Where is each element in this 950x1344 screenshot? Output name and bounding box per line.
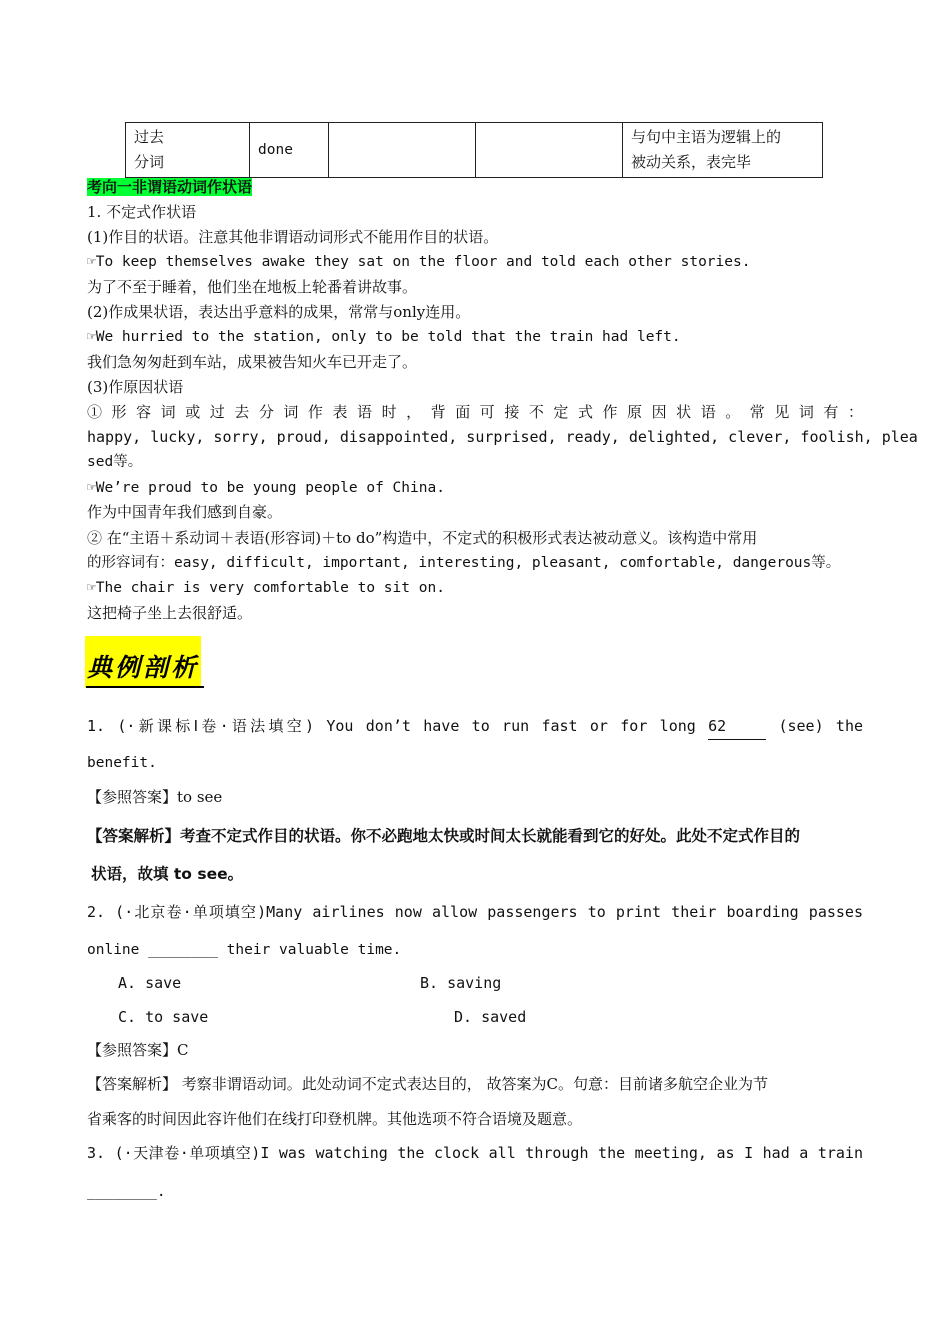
- table-cell-empty: [329, 123, 476, 178]
- question-3: 3. (·天津卷·单项填空)I was watching the clock all through the meeting, as I had a train: [87, 1144, 863, 1162]
- example-sentence: ☞To keep themselves awake they sat on the floor and told each other stories.: [87, 254, 751, 270]
- point-passive-meaning: ② 在“主语＋系动词＋表语(形容词)＋to do”构造中，不定式的积极形式表达被动意义。该构造中常用: [87, 529, 758, 547]
- question-2-line2: online ________ their valuable time.: [87, 942, 402, 958]
- section-heading-text: 考向一非谓语动词作状语: [87, 178, 253, 196]
- table-cell-symbol: done: [250, 123, 329, 178]
- banner-underline: [86, 686, 204, 688]
- option-b: B. saving: [420, 974, 502, 992]
- question-1-text-end: (see) the: [778, 717, 864, 735]
- question-1-line2: benefit.: [87, 755, 157, 771]
- point-reason-detail: ① 形 容 词 或 过 去 分 词 作 表 语 时 ， 背 面 可 接 不 定 式 作 原 因 状 语 。 常 见 词 有 ：: [87, 403, 863, 421]
- table-row: [126, 123, 823, 178]
- question-2-answer: 【参照答案】C: [87, 1041, 189, 1059]
- example-translation: 我们急匆匆赶到车站，成果被告知火车已开走了。: [87, 353, 418, 371]
- question-3-line2: ________.: [87, 1184, 166, 1200]
- example-sentence: ☞We hurried to the station, only to be told that the train had left.: [87, 329, 681, 345]
- table-cell-function: [623, 123, 823, 178]
- example-translation: 作为中国青年我们感到自豪。: [87, 503, 283, 521]
- table-cell-empty: [476, 123, 623, 178]
- option-a: A. save: [118, 974, 182, 992]
- question-1-answer: [87, 785, 222, 810]
- option-c: C. to save: [118, 1008, 209, 1026]
- example-translation: 为了不至于睡着，他们坐在地板上轮番着讲故事。: [87, 278, 418, 296]
- question-2-analysis-end: 省乘客的时间因此容许他们在线打印登机牌。其他选项不符合语境及题意。: [87, 1110, 583, 1128]
- option-d: D. saved: [454, 1008, 527, 1026]
- example-sentence: ☞We’re proud to be young people of China.: [87, 480, 445, 496]
- cell-text-line: 过去: [134, 128, 165, 146]
- question-2: 2. (·北京卷·单项填空)Many airlines now allow passengers to print their boarding passes: [87, 903, 863, 921]
- question-1-text: 1. (·新课标Ⅰ卷·语法填空) You don’t have to run fast or for long: [87, 717, 696, 735]
- point-reason: (3)作原因状语: [87, 378, 184, 396]
- question-1: [87, 714, 863, 740]
- grammar-table: [125, 122, 823, 178]
- cell-text-line: 分词: [134, 153, 165, 171]
- cell-text-line: 与句中主语为逻辑上的: [631, 128, 782, 146]
- question-1-analysis: 【答案解析】考查不定式作目的状语。你不必跑地太快或时间太长就能看到它的好处。此处不定式作目的: [87, 827, 801, 845]
- question-2-analysis: 【答案解析】 考察非谓语动词。此处动词不定式表达目的， 故答案为C。句意：目前诸多航空企业为节: [87, 1075, 769, 1093]
- cell-text-line: 被动关系，表完毕: [631, 153, 752, 171]
- adjective-list-end: sed等。: [87, 454, 143, 470]
- point-purpose: (1)作目的状语。注意其他非谓语动词形式不能用作目的状语。: [87, 228, 499, 246]
- question-1-blank: 62: [708, 714, 766, 740]
- examples-banner: [85, 636, 201, 688]
- table-cell-form: [126, 123, 250, 178]
- adjective-list: happy, lucky, sorry, proud, disappointed, surprised, ready, delighted, clever, foolish, plea: [87, 428, 918, 446]
- example-translation: 这把椅子坐上去很舒适。: [87, 604, 253, 622]
- section-heading: [87, 175, 252, 200]
- heading-infinitive: 1. 不定式作状语: [87, 203, 197, 221]
- answer-text: 【参照答案】to see: [87, 788, 223, 806]
- point-result: (2)作成果状语，表达出乎意料的成果，常常与only连用。: [87, 303, 471, 321]
- question-1-analysis-end: 状语，故填 to see。: [91, 865, 244, 883]
- examples-banner-text: 典例剖析: [86, 653, 199, 682]
- point-passive-adjectives: 的形容词有：easy, difficult, important, interesting, pleasant, comfortable, dangerous等。: [87, 555, 841, 571]
- example-sentence: ☞The chair is very comfortable to sit on.: [87, 580, 445, 596]
